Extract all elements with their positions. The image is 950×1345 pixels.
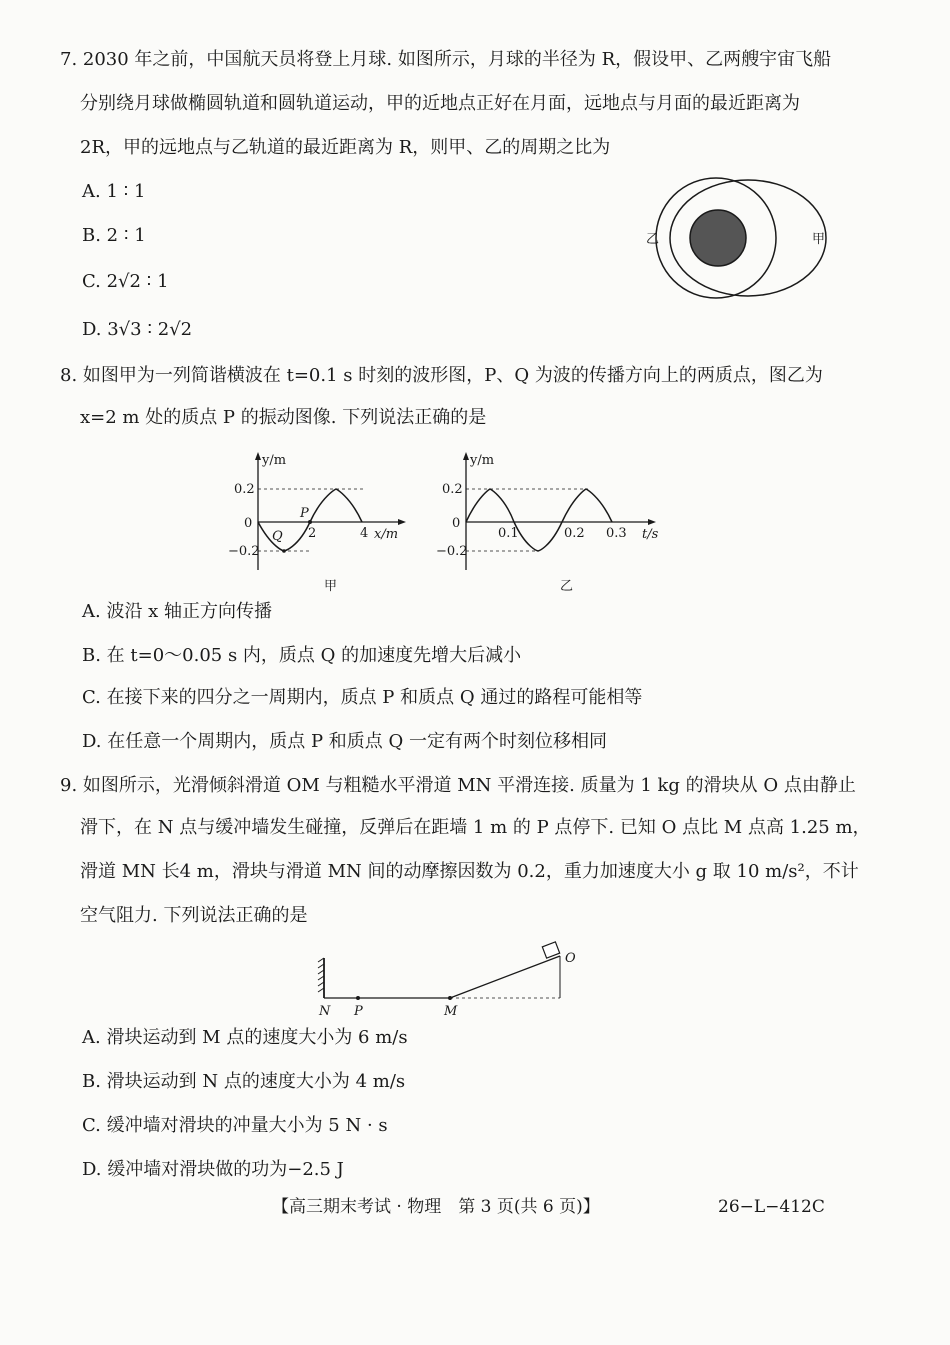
q9-option-c: C. 缓冲墙对滑块的冲量大小为 5 N · s: [82, 1115, 388, 1136]
yi-x-tick-0-3: 0.3: [606, 526, 627, 541]
orbit-jia-label: 甲: [812, 232, 826, 247]
jia-point-q-label: Q: [272, 529, 283, 544]
q9-option-a: A. 滑块运动到 M 点的速度大小为 6 m/s: [82, 1027, 408, 1048]
jia-x-tick-2: 2: [308, 526, 317, 541]
q7-orbit-figure: [636, 176, 836, 306]
yi-x-tick-0-1: 0.1: [498, 526, 519, 541]
orbit-yi-label: 乙: [646, 232, 660, 247]
incline-track-om: [450, 956, 560, 998]
jia-y-zero-label: 0: [244, 516, 253, 531]
jia-y-axis-label: y/m: [262, 453, 287, 468]
q9-stem-line-2: 滑下，在 N 点与缓冲墙发生碰撞，反弹后在距墙 1 m 的 P 点停下. 已知 O 点比 M 点高 1.25 m，: [80, 817, 871, 838]
q8-wave-graph-jia: [220, 450, 420, 598]
jia-y-pos-label: 0.2: [234, 482, 255, 497]
q7-option-b: B. 2 ∶ 1: [82, 225, 146, 246]
q9-stem-line-4: 空气阻力. 下列说法正确的是: [80, 905, 308, 926]
jia-y-neg-label: −0.2: [228, 544, 260, 559]
point-q-marker: [282, 549, 286, 553]
vibration-curve: [466, 489, 612, 551]
q8-option-a: A. 波沿 x 轴正方向传播: [82, 601, 273, 622]
jia-caption: 甲: [324, 579, 338, 594]
q8-option-d: D. 在任意一个周期内，质点 P 和质点 Q 一定有两个时刻位移相同: [82, 731, 607, 752]
q8-stem-line-2: x=2 m 处的质点 P 的振动图像. 下列说法正确的是: [80, 407, 487, 428]
footer-code: 26−L−412C: [718, 1197, 825, 1217]
jia-x-tick-4: 4: [360, 526, 369, 541]
yi-y-neg-label: −0.2: [436, 544, 468, 559]
q7-stem-line-3: 2R，甲的远地点与乙轨道的最近距离为 R，则甲、乙的周期之比为: [80, 137, 611, 158]
label-p: P: [354, 1004, 363, 1019]
label-m: M: [444, 1004, 458, 1019]
yi-caption: 乙: [560, 579, 574, 594]
q8-option-b: B. 在 t=0～0.05 s 内，质点 Q 的加速度先增大后减小: [82, 645, 522, 666]
q9-track-figure: [310, 940, 590, 1022]
q7-stem-line-1: 7. 2030 年之前，中国航天员将登上月球. 如图所示，月球的半径为 R，假设甲、乙两艘宇宙飞船: [60, 49, 832, 70]
label-n: N: [319, 1004, 331, 1019]
q7-option-a: A. 1 ∶ 1: [82, 181, 146, 202]
footer-title: 【高三期末考试 · 物理 第 3 页(共 6 页)】: [272, 1197, 600, 1217]
q9-option-d: D. 缓冲墙对滑块做的功为−2.5 J: [82, 1159, 344, 1180]
slider-block: [542, 942, 559, 958]
yi-x-tick-0-2: 0.2: [564, 526, 585, 541]
jia-point-p-label: P: [300, 506, 309, 521]
q8-option-c: C. 在接下来的四分之一周期内，质点 P 和质点 Q 通过的路程可能相等: [82, 687, 643, 708]
jia-x-axis-label: x/m: [374, 527, 399, 542]
q7-stem-line-2: 分别绕月球做椭圆轨道和圆轨道运动，甲的近地点正好在月面，远地点与月面的最近距离为: [80, 93, 800, 114]
q8-vibration-graph-yi: [428, 450, 668, 598]
yi-x-axis-label: t/s: [642, 527, 659, 542]
q9-stem-line-1: 9. 如图所示，光滑倾斜滑道 OM 与粗糙水平滑道 MN 平滑连接. 质量为 1 kg 的滑块从 O 点由静止: [60, 775, 856, 796]
label-o: O: [565, 951, 576, 966]
q8-stem-line-1: 8. 如图甲为一列简谐横波在 t=0.1 s 时刻的波形图，P、Q 为波的传播方向上的两质点，图乙为: [60, 365, 823, 386]
yi-y-pos-label: 0.2: [442, 482, 463, 497]
yi-y-zero-label: 0: [452, 516, 461, 531]
q7-option-c: C. 2√2 ∶ 1: [82, 271, 169, 292]
moon: [690, 210, 746, 266]
yi-y-axis-label: y/m: [470, 453, 495, 468]
q9-option-b: B. 滑块运动到 N 点的速度大小为 4 m/s: [82, 1071, 406, 1092]
q7-option-d: D. 3√3 ∶ 2√2: [82, 319, 193, 340]
q9-stem-line-3: 滑道 MN 长4 m，滑块与滑道 MN 间的动摩擦因数为 0.2，重力加速度大小 g 取 10 m/s²，不计: [80, 861, 859, 882]
